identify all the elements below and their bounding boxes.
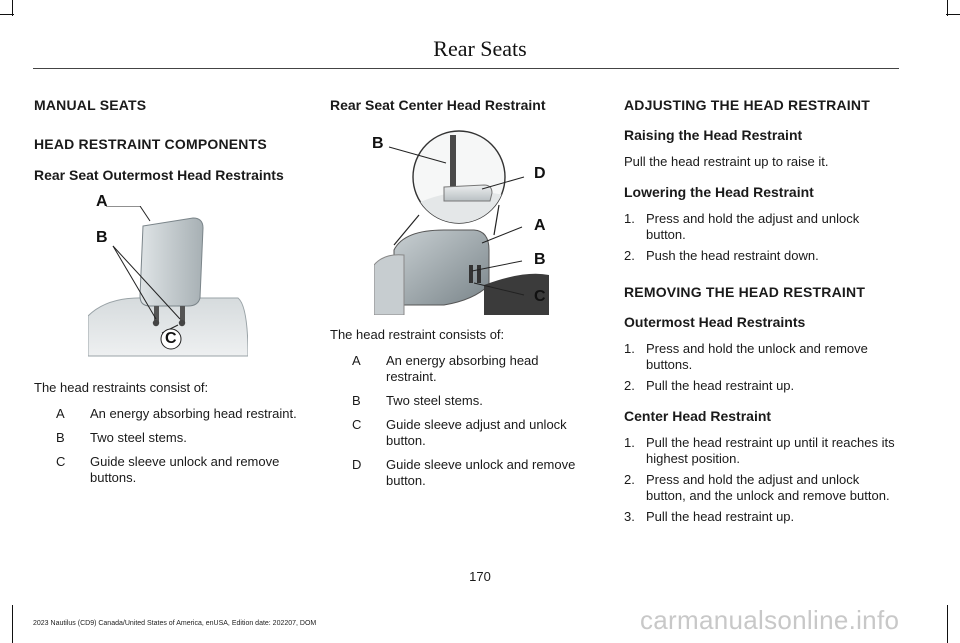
component-list [330, 353, 592, 489]
subheading-lowering: Lowering the Head Restraint [624, 184, 814, 200]
subheading-outermost: Outermost Head Restraints [624, 314, 806, 330]
section-heading-removing: REMOVING THE HEAD RESTRAINT [624, 284, 866, 300]
intro-text: The head restraint consists of: [330, 327, 505, 342]
crop-mark [12, 605, 13, 643]
column-middle [330, 97, 592, 489]
list-item: B Two steel stems. [352, 393, 483, 408]
column-right [624, 97, 899, 525]
callout-label-c: C [165, 330, 177, 347]
section-heading-adjusting: ADJUSTING THE HEAD RESTRAINT [624, 97, 870, 113]
list-item: C Guide sleeve unlock and remove buttons. [56, 454, 280, 485]
callout-label-b: B [372, 135, 384, 152]
callout-label-b: B [534, 251, 546, 268]
list-item: 1. Press and hold the unlock and remove buttons. [624, 341, 868, 372]
list-item: B Two steel stems. [56, 430, 187, 445]
list-item: C Guide sleeve adjust and unlock button. [352, 417, 567, 448]
watermark: carmanualsonline.info [640, 605, 900, 635]
outermost-head-restraint-illustration [88, 193, 248, 360]
header-divider [33, 68, 899, 69]
list-item: 2. Pull the head restraint up. [624, 378, 795, 393]
component-list [34, 406, 304, 486]
column-left [34, 97, 304, 486]
callout-label-d: D [534, 165, 546, 182]
lower-steps [624, 211, 899, 264]
callout-label-a: A [96, 193, 108, 210]
callout-label-c: C [534, 288, 546, 305]
intro-text: The head restraints consist of: [34, 380, 209, 395]
section-heading-head-restraint-components: HEAD RESTRAINT COMPONENTS [34, 136, 267, 152]
callout-label-b: B [96, 229, 108, 246]
callout-label-a: A [534, 217, 546, 234]
list-item: 3. Pull the head restraint up. [624, 509, 795, 524]
list-item: A An energy absorbing head restraint. [352, 353, 539, 384]
outer-steps [624, 341, 899, 394]
subheading-raising: Raising the Head Restraint [624, 127, 803, 143]
section-heading-manual-seats: MANUAL SEATS [34, 97, 147, 113]
page-number: 170 [469, 569, 491, 584]
footer-edition-text: 2023 Nautilus (CD9) Canada/United States of America, enUSA, Edition date: 202207, DOM [33, 620, 317, 627]
subheading-center: Rear Seat Center Head Restraint [330, 97, 546, 113]
crop-mark [946, 14, 960, 15]
subheading-center: Center Head Restraint [624, 408, 772, 424]
crop-mark [0, 14, 14, 15]
center-steps [624, 435, 899, 525]
raise-text: Pull the head restraint up to raise it. [624, 154, 829, 169]
center-head-restraint-illustration [374, 125, 579, 315]
list-item: 2. Press and hold the adjust and unlock button, and the unlock and remove button. [624, 472, 890, 503]
list-item: 1. Press and hold the adjust and unlock button. [624, 211, 860, 242]
list-item: A An energy absorbing head restraint. [56, 406, 297, 421]
subheading-outermost: Rear Seat Outermost Head Restraints [34, 167, 284, 183]
crop-mark [947, 605, 948, 643]
list-item: 1. Pull the head restraint up until it reaches its highest position. [624, 435, 895, 466]
center-head-restraint-drawing [374, 125, 579, 315]
list-item: 2. Push the head restraint down. [624, 248, 819, 263]
list-item: D Guide sleeve unlock and remove button. [352, 457, 576, 488]
page-title: Rear Seats [433, 36, 527, 61]
